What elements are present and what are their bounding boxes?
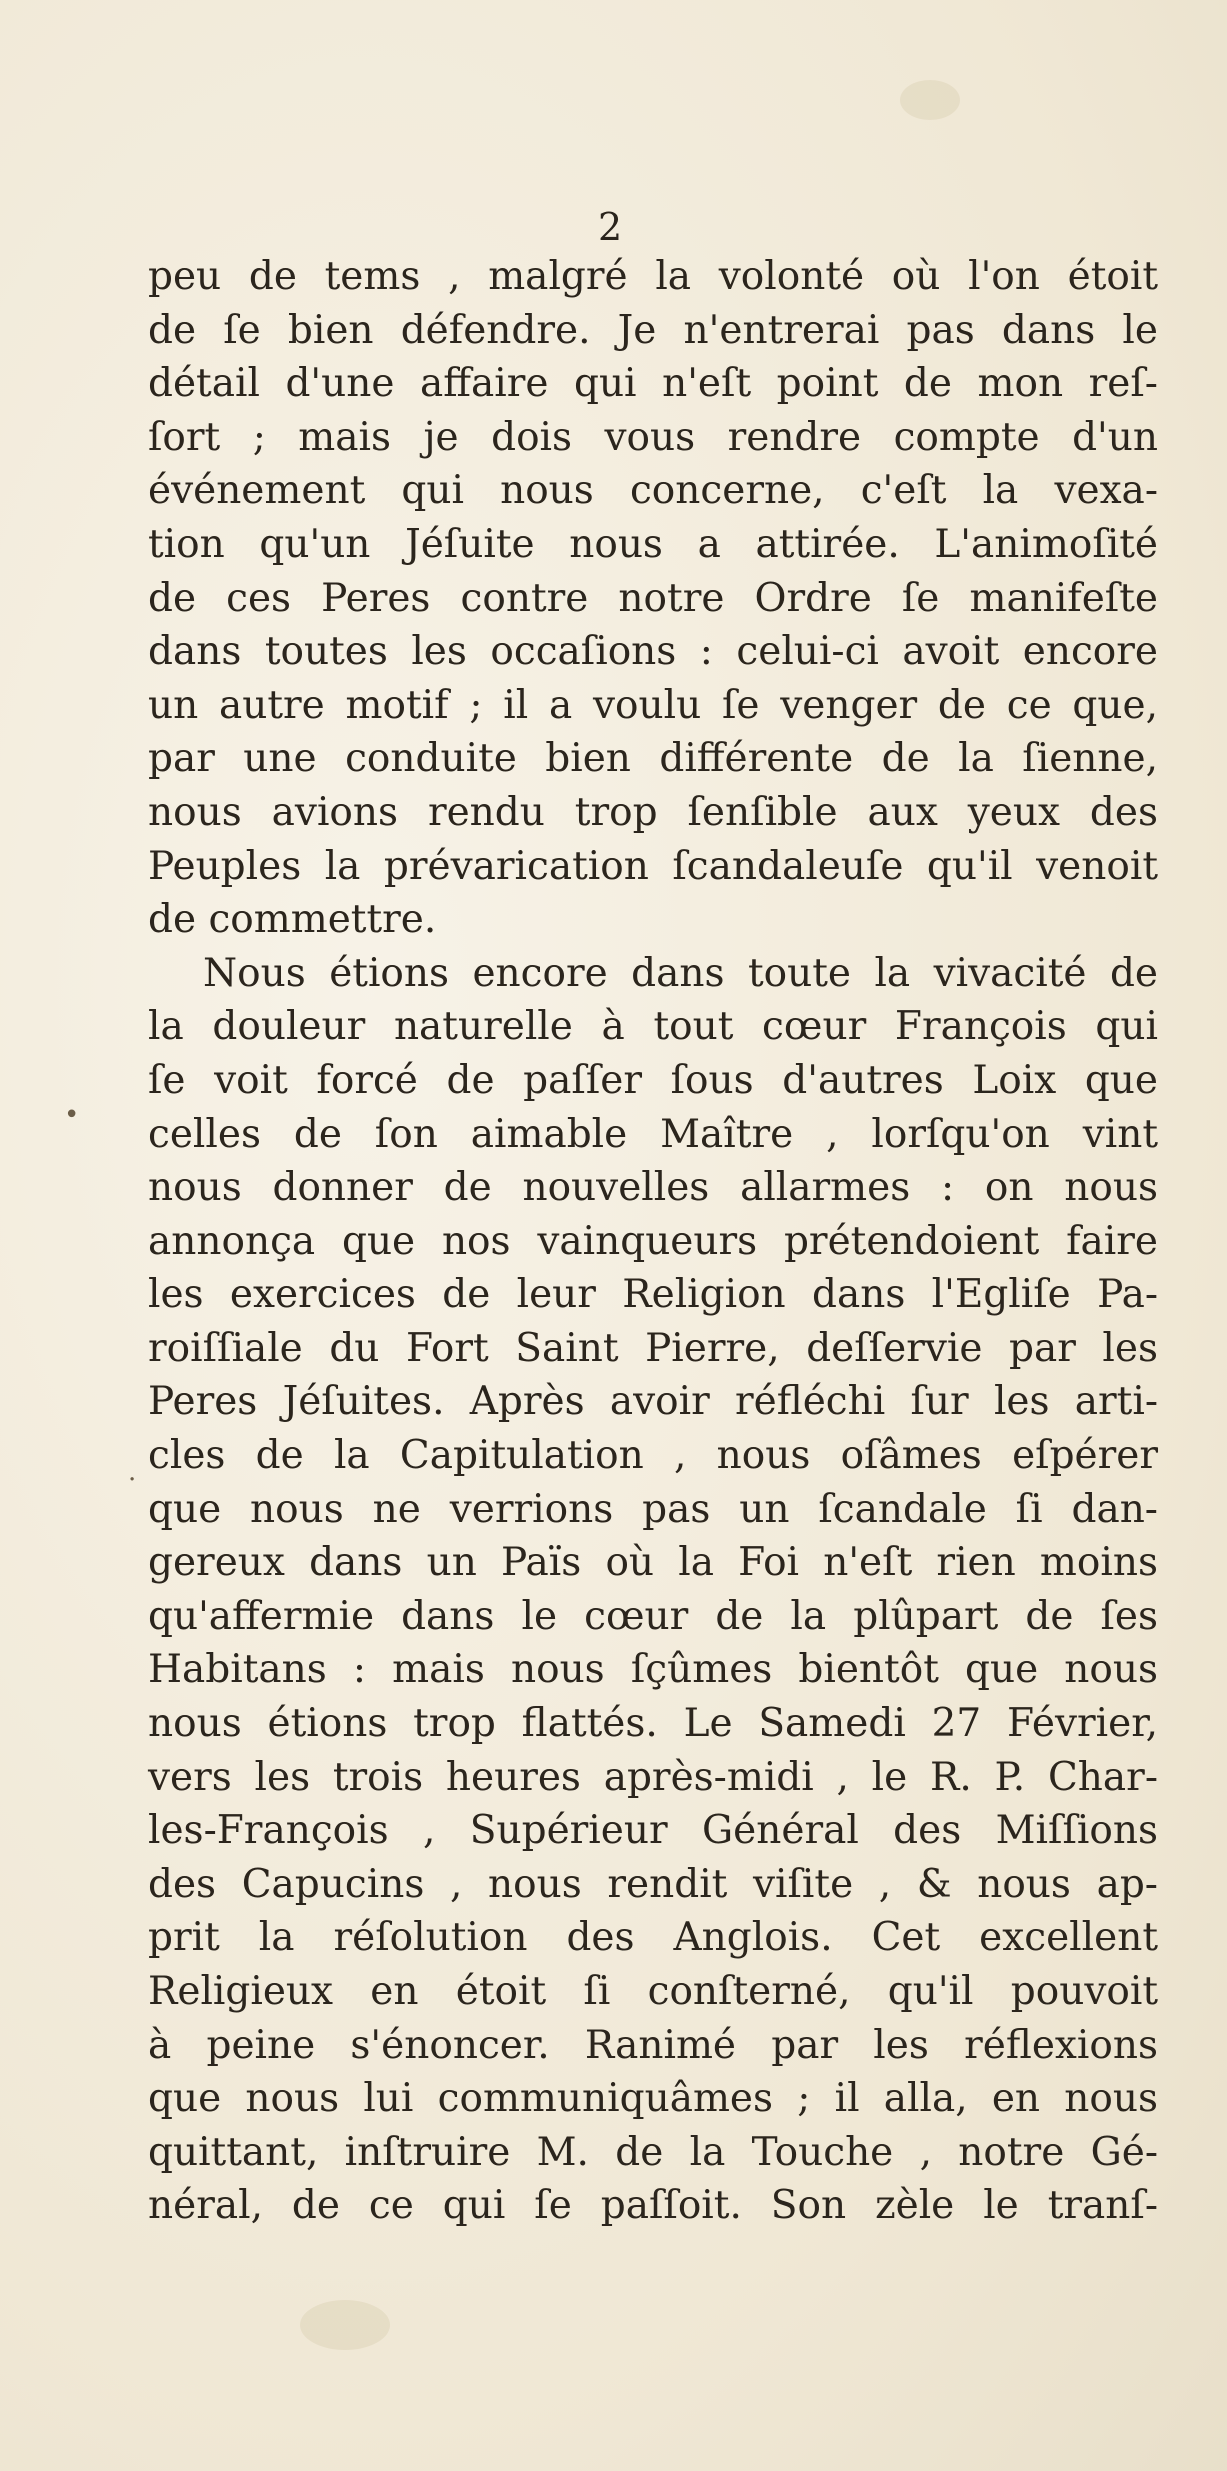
text-line: dans toutes les occaſions : celui-ci avoit encore	[148, 629, 1158, 675]
text-line: de ſe bien défendre. Je n'entrerai pas dans le	[148, 307, 1158, 353]
text-line: qu'affermie dans le cœur de la plûpart de ſes	[148, 1593, 1158, 1639]
text-line: détail d'une affaire qui n'eſt point de mon reſ-	[148, 361, 1158, 407]
page-number: 2	[598, 205, 623, 249]
text-line: la douleur naturelle à tout cœur François qui	[148, 1004, 1158, 1050]
text-line: nous étions trop flattés. Le Samedi 27 Février,	[148, 1701, 1158, 1747]
text-line: nous donner de nouvelles allarmes : on nous	[148, 1165, 1158, 1211]
text-line: cles de la Capitulation , nous oſâmes eſpérer	[148, 1433, 1158, 1479]
stray-ink-mark: ·	[128, 1465, 137, 1495]
text-line: à peine s'énoncer. Ranimé par les réflexions	[148, 2022, 1158, 2068]
text-line: gereux dans un Païs où la Foi n'eſt rien moins	[148, 1540, 1158, 1586]
body-text	[148, 250, 1158, 2233]
text-line: annonça que nos vainqueurs prétendoient faire	[148, 1218, 1158, 1264]
text-line: Peuples la prévarication ſcandaleuſe qu'il venoit	[148, 843, 1158, 889]
text-line: les-François , Supérieur Général des Miſſions	[148, 1808, 1158, 1854]
text-line: un autre motif ; il a voulu ſe venger de ce que,	[148, 682, 1158, 728]
text-line: de commettre.	[148, 897, 437, 943]
text-line: que nous lui communiquâmes ; il alla, en nous	[148, 2076, 1158, 2122]
text-line: Religieux en étoit ſi conſterné, qu'il pouvoit	[148, 1969, 1158, 2014]
text-line: néral, de ce qui ſe paſſoit. Son zèle le tranſ-	[148, 2183, 1158, 2229]
text-line: par une conduite bien différente de la ſienne,	[148, 736, 1158, 782]
text-line: ſort ; mais je dois vous rendre compte d'un	[148, 414, 1158, 460]
text-line: peu de tems , malgré la volonté où l'on étoit	[148, 254, 1158, 299]
text-line: vers les trois heures après-midi , le R. P. Char-	[148, 1754, 1158, 1800]
text-line: quittant, inſtruire M. de la Touche , notre Gé-	[148, 2129, 1158, 2175]
text-line: roiſſiale du Fort Saint Pierre, deſſervie par les	[148, 1325, 1158, 1371]
text-line: les exercices de leur Religion dans l'Egliſe Pa-	[148, 1272, 1158, 1318]
text-line: Nous étions encore dans toute la vivacité de	[203, 950, 1158, 996]
text-line: nous avions rendu trop ſenſible aux yeux des	[148, 789, 1158, 835]
text-line: de ces Peres contre notre Ordre ſe manifeſte	[148, 575, 1158, 621]
paper-stain	[300, 2300, 390, 2350]
text-line: que nous ne verrions pas un ſcandale ſi dan-	[148, 1486, 1158, 1532]
text-line: Peres Jéſuites. Après avoir réfléchi ſur les arti-	[148, 1379, 1158, 1425]
paper-stain	[900, 80, 960, 120]
text-line: événement qui nous concerne, c'eſt la vexa-	[148, 468, 1158, 514]
text-line: celles de ſon aimable Maître , lorſqu'on vint	[148, 1111, 1158, 1157]
text-line: Habitans : mais nous ſçûmes bientôt que nous	[148, 1647, 1158, 1693]
stray-ink-mark: •	[64, 1100, 80, 1130]
text-line: prit la réſolution des Anglois. Cet excellent	[148, 1915, 1158, 1961]
text-line: des Capucins , nous rendit viſite , & nous ap-	[148, 1861, 1158, 1907]
text-line: ſe voit forcé de paſſer ſous d'autres Loix que	[148, 1057, 1158, 1103]
text-line: tion qu'un Jéſuite nous a attirée. L'animoſité	[148, 521, 1158, 567]
